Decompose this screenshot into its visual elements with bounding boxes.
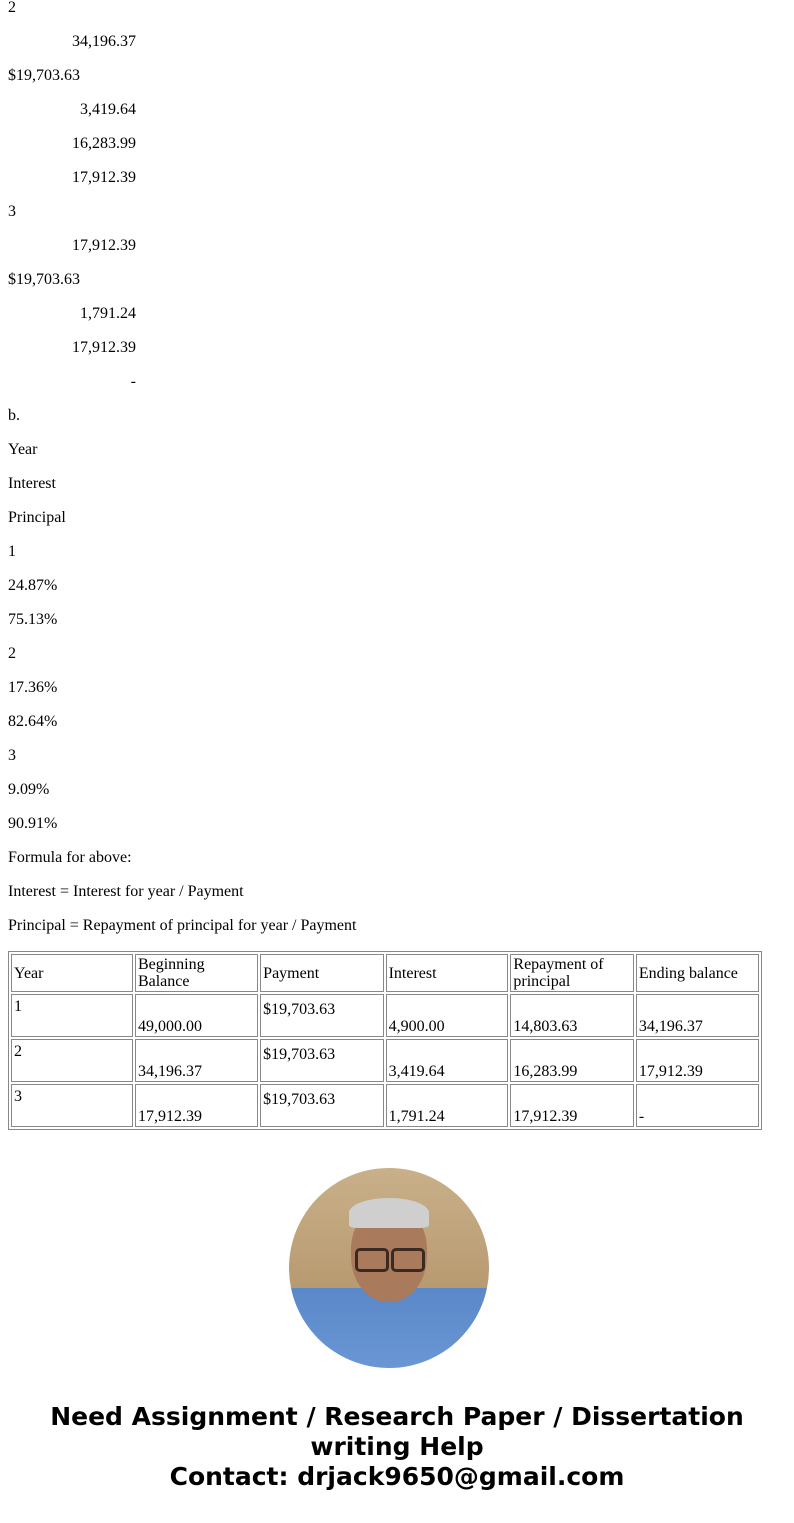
text-line: 82.64%: [8, 713, 58, 730]
table-cell: 1: [11, 994, 133, 1037]
table-cell: $19,703.63: [260, 1084, 383, 1127]
text-line: 9.09%: [8, 781, 50, 798]
text-line: 34,196.37: [72, 33, 136, 50]
text-line: Formula for above:: [8, 849, 132, 866]
document-body: [8, 0, 786, 1368]
table-row: [11, 994, 759, 1037]
table-cell: 1,791.24: [386, 1084, 509, 1127]
text-line: 17.36%: [8, 679, 58, 696]
text-line: 90.91%: [8, 815, 58, 832]
text-line: 17,912.39: [72, 169, 136, 186]
text-line: 1: [8, 543, 16, 560]
text-line: Principal: [8, 509, 66, 526]
column-header: Repayment of principal: [510, 954, 633, 992]
table-cell: 34,196.37: [135, 1039, 258, 1082]
glasses-left: [355, 1248, 389, 1272]
column-header: Interest: [386, 954, 509, 992]
table-cell: 17,912.39: [135, 1084, 258, 1127]
table-cell: 3,419.64: [386, 1039, 509, 1082]
table-cell: 17,912.39: [636, 1039, 759, 1082]
text-line: 3: [8, 747, 16, 764]
promo-banner: [0, 1402, 794, 1492]
column-header: Beginning Balance: [135, 954, 258, 992]
promo-contact: Contact: drjack9650@gmail.com: [169, 1462, 625, 1491]
text-line: 2: [8, 645, 16, 662]
text-line: b.: [8, 407, 20, 424]
table-cell: 4,900.00: [386, 994, 509, 1037]
text-line: 1,791.24: [80, 305, 136, 322]
text-line: 16,283.99: [72, 135, 136, 152]
column-header: Year: [11, 954, 133, 992]
table-cell: 2: [11, 1039, 133, 1082]
table-cell: $19,703.63: [260, 1039, 383, 1082]
table-cell: 14,803.63: [510, 994, 633, 1037]
text-line: -: [130, 373, 136, 390]
text-line: 17,912.39: [72, 339, 136, 356]
table-cell: -: [636, 1084, 759, 1127]
text-line: 2: [8, 0, 16, 16]
column-header: Payment: [260, 954, 383, 992]
table-cell: $19,703.63: [260, 994, 383, 1037]
text-line: 17,912.39: [72, 237, 136, 254]
author-photo: [289, 1168, 489, 1368]
text-line: 24.87%: [8, 577, 58, 594]
table-row: [11, 1084, 759, 1127]
text-line: Year: [8, 441, 38, 458]
glasses-right: [391, 1248, 425, 1272]
table-cell: 3: [11, 1084, 133, 1127]
hair-shape: [349, 1198, 429, 1228]
table-row: [11, 1039, 759, 1082]
text-line: Interest = Interest for year / Payment: [8, 883, 244, 900]
text-line: $19,703.63: [8, 271, 80, 288]
promo-headline: Need Assignment / Research Paper / Dissertation writing Help: [50, 1402, 744, 1461]
text-line: Principal = Repayment of principal for year / Payment: [8, 917, 357, 934]
text-line: 3: [8, 203, 16, 220]
text-line: $19,703.63: [8, 67, 80, 84]
table-cell: 16,283.99: [510, 1039, 633, 1082]
amortization-table: [8, 951, 762, 1130]
table-cell: 34,196.37: [636, 994, 759, 1037]
text-line: 75.13%: [8, 611, 58, 628]
text-line: 3,419.64: [80, 101, 136, 118]
table-cell: 17,912.39: [510, 1084, 633, 1127]
answer-lines: [8, 0, 786, 935]
table-header-row: [11, 954, 759, 992]
column-header: Ending balance: [636, 954, 759, 992]
table-cell: 49,000.00: [135, 994, 258, 1037]
text-line: Interest: [8, 475, 56, 492]
